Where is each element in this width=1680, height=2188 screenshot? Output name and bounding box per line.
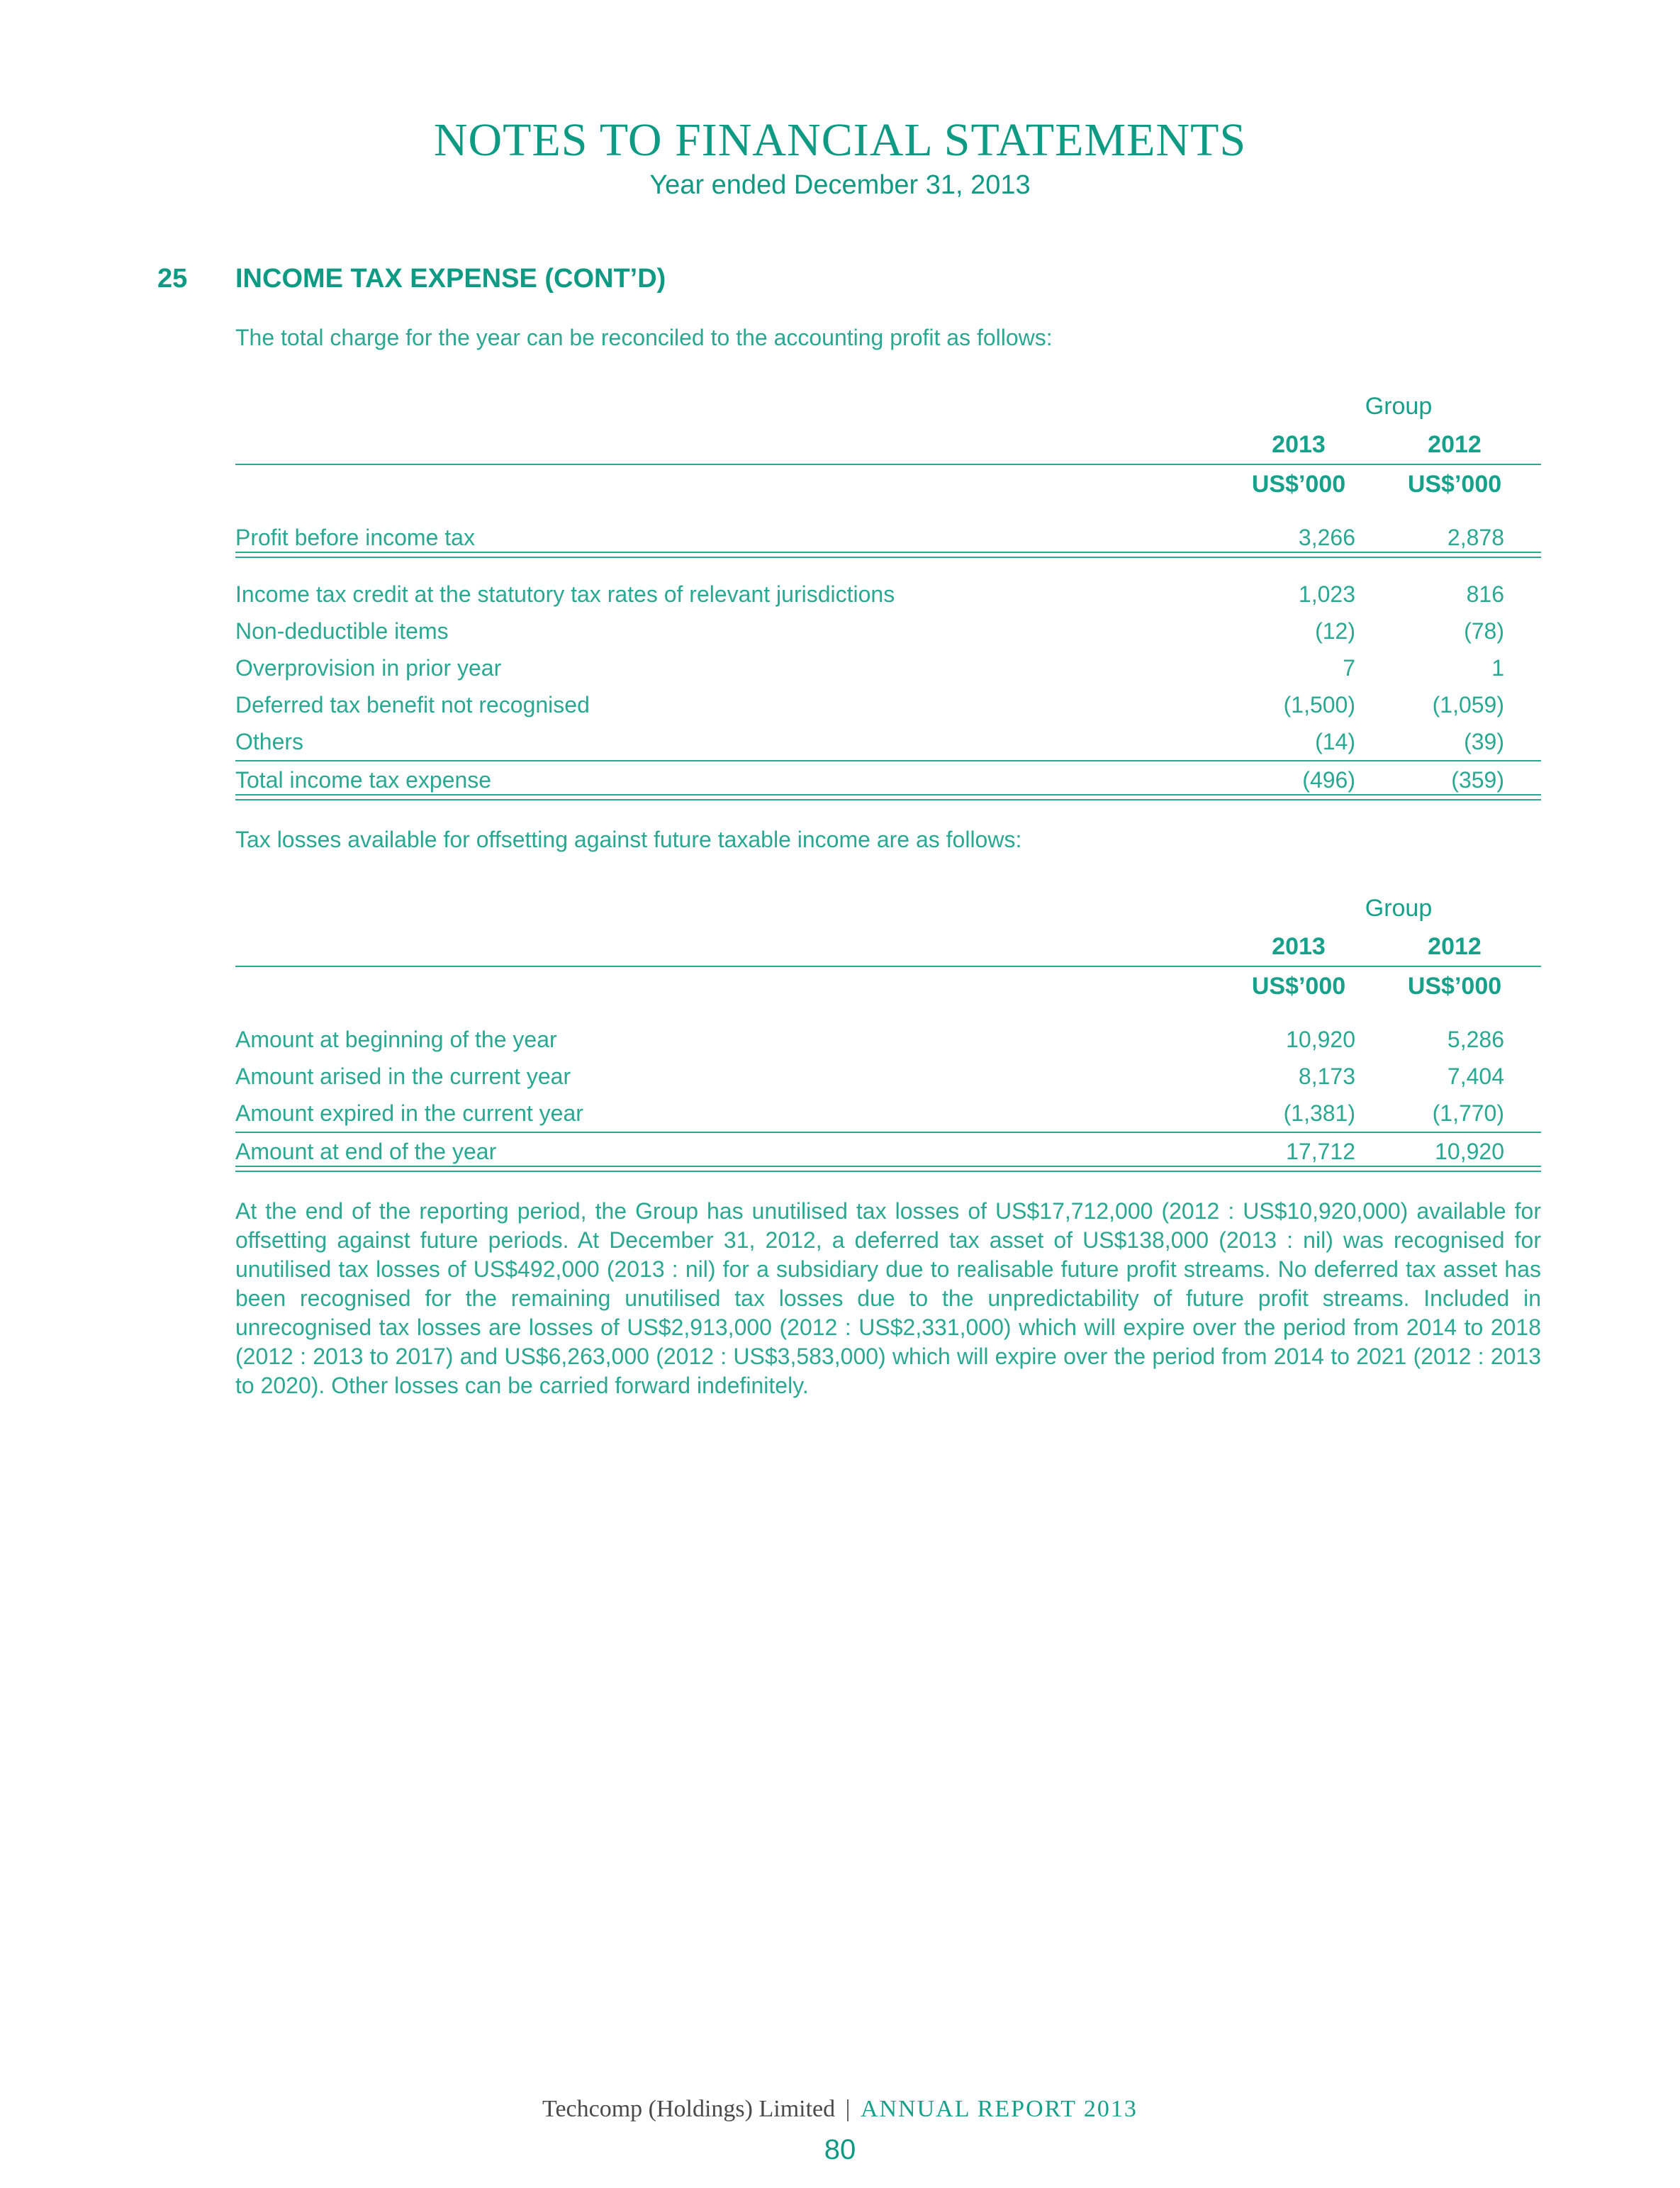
table1-year-2013: 2013 [1272,431,1326,458]
value-2013: (14) [1315,729,1355,754]
value-2012: 816 [1466,581,1504,607]
value-2013: 8,173 [1298,1064,1355,1089]
table1-double-rule [235,552,1541,558]
tax-losses-paragraph: At the end of the reporting period, the Group has unutilised tax losses of US$17,712,000 (2012 : US$10,920,000) available for offsetting against future periods. At December 31, 2012, a deferred tax asset of US$138,000 (2013 : nil) was recognised for unutilised tax losses of US$492,000 (2013 : nil) for a subsidiary due to realisable future profit streams. No deferred tax asset has been recognised for the remaining unutilised tax losses due to the unpredictability of future profit streams. Included in unrecognised tax losses are losses of US$2,913,000 (2012 : US$2,331,000) which will expire over the period from 2014 to 2018 (2012 : 2013 to 2017) and US$6,263,000 (2012 : US$3,583,000) which will expire over the period from 2014 to 2021 (2012 : 2013 to 2020). Other losses can be carried forward indefinitely. [235,1198,1541,1398]
total-label: Amount at end of the year [235,1139,497,1164]
row-label: Income tax credit at the statutory tax rates of relevant jurisdictions [235,581,895,607]
footer-separator: | [845,2096,851,2122]
page-number: 80 [824,2134,856,2165]
value-2012: (39) [1464,729,1504,754]
value-2013: (12) [1315,618,1355,644]
row-label: Amount expired in the current year [235,1100,583,1126]
value-2013: 3,266 [1298,525,1355,550]
table-row [235,655,1541,691]
row-label: Others [235,729,304,754]
value-2013: 7 [1343,655,1355,681]
table2-subtotal-rule [235,1132,1541,1133]
value-2013: (1,381) [1283,1100,1355,1126]
table-row [235,692,1541,727]
table1-unit-2013: US$’000 [1251,471,1346,498]
table-row [235,618,1541,654]
value-2012: 2,878 [1447,525,1504,550]
table-row [235,1027,1541,1062]
row-label: Amount arised in the current year [235,1064,571,1089]
footer-report-name: ANNUAL REPORT 2013 [860,2096,1138,2122]
value-2012: 1 [1491,655,1504,681]
value-2012: 5,286 [1447,1027,1504,1052]
table-row [235,581,1541,617]
page-title: NOTES TO FINANCIAL STATEMENTS [433,114,1247,166]
total-2012: (359) [1451,767,1504,793]
footer [0,2096,1680,2123]
table2-total-double-rule [235,1166,1541,1172]
row-label: Overprovision in prior year [235,655,502,681]
footer-company: Techcomp (Holdings) Limited [542,2096,836,2122]
total-2013: (496) [1302,767,1355,793]
table2-intro: Tax losses available for offsetting against future taxable income are as follows: [235,827,1022,852]
table2-group-header: Group [1365,895,1433,922]
table1-total-double-rule [235,794,1541,800]
total-2013: 17,712 [1286,1139,1355,1164]
table1-intro: The total charge for the year can be reconciled to the accounting profit as follows: [235,325,1053,350]
value-2012: (1,770) [1432,1100,1504,1126]
page-subtitle: Year ended December 31, 2013 [649,170,1031,200]
table2-year-2013: 2013 [1272,933,1326,960]
table2-unit-2013: US$’000 [1251,973,1346,1000]
row-label: Amount at beginning of the year [235,1027,557,1052]
value-2012: (1,059) [1432,692,1504,718]
row-label: Deferred tax benefit not recognised [235,692,590,718]
row-label: Non-deductible items [235,618,449,644]
table1-year-2012: 2012 [1428,431,1482,458]
value-2012: (78) [1464,618,1504,644]
section-number: 25 [157,264,188,294]
section-title: INCOME TAX EXPENSE (CONT’D) [235,264,666,294]
value-2013: 1,023 [1298,581,1355,607]
table1-subtotal-rule [235,760,1541,761]
table1-group-header: Group [1365,393,1433,420]
total-label: Total income tax expense [235,767,492,793]
row-label: Profit before income tax [235,525,475,550]
table2-year-2012: 2012 [1428,933,1482,960]
total-2012: 10,920 [1435,1139,1504,1164]
table1-unit-2012: US$’000 [1407,471,1502,498]
table2-header-rule [235,966,1541,967]
table-row [235,729,1541,764]
table2-unit-2012: US$’000 [1407,973,1502,1000]
value-2013: (1,500) [1283,692,1355,718]
table-row [235,1064,1541,1099]
value-2013: 10,920 [1286,1027,1355,1052]
table-row [235,1100,1541,1136]
table1-header-rule [235,464,1541,465]
value-2012: 7,404 [1447,1064,1504,1089]
